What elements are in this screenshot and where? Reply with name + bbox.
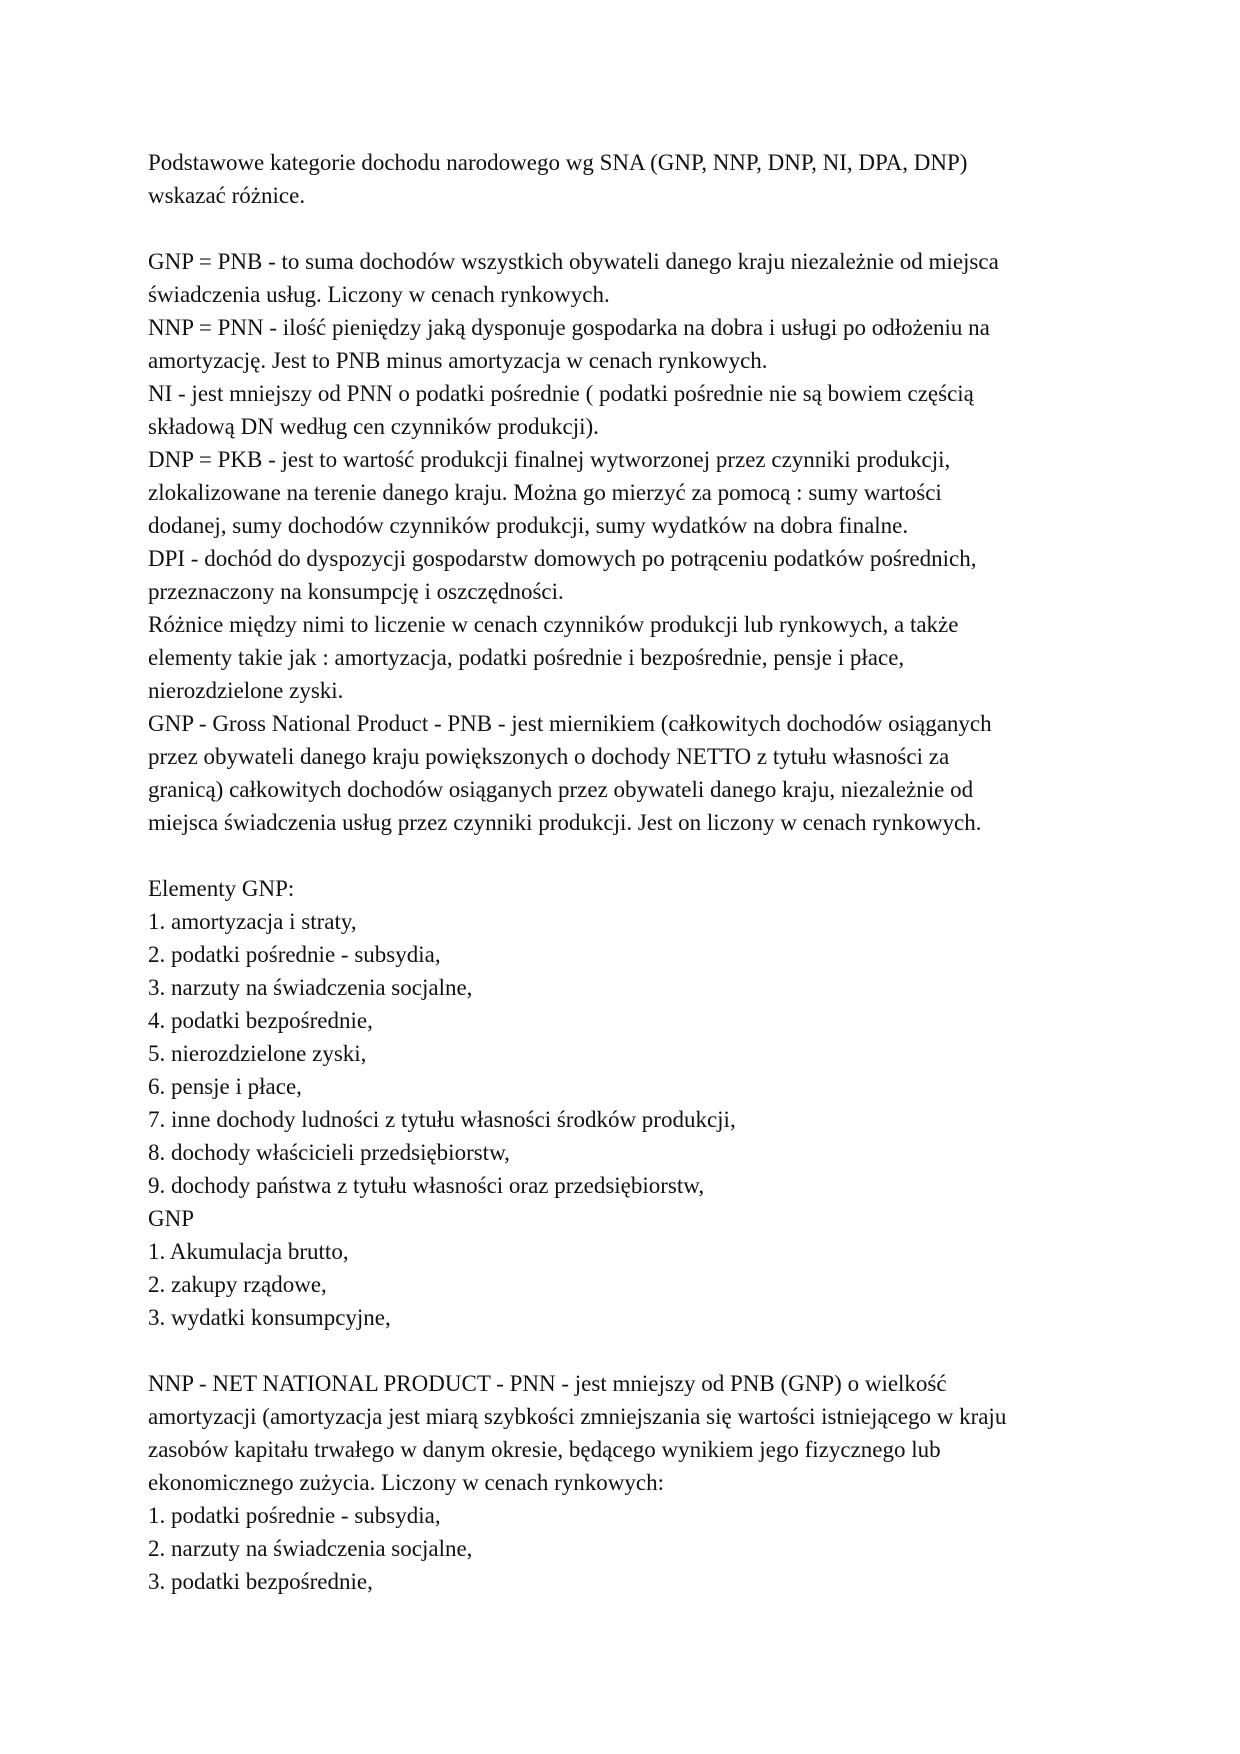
nnp-section (148, 1367, 1098, 1598)
paragraph-gap (148, 1334, 1098, 1367)
text-line: przeznaczony na konsumpcję i oszczędności. (148, 579, 564, 604)
definition-nnp (148, 311, 1098, 377)
text-line: NNP = PNN - ilość pieniędzy jaką dysponuje gospodarka na dobra i usługi po odłożeniu na (148, 315, 990, 340)
text-line: GNP - Gross National Product - PNB - jest miernikiem (całkowitych dochodów osiąganych (148, 711, 992, 736)
text-line: składową DN według cen czynników produkcji). (148, 414, 599, 439)
text-line: DPI - dochód do dyspozycji gospodarstw domowych po potrąceniu podatków pośrednich, (148, 546, 977, 571)
list-item: 3. narzuty na świadczenia socjalne, (148, 975, 473, 1000)
list-item: 8. dochody właścicieli przedsiębiorstw, (148, 1140, 510, 1165)
document-page (148, 146, 1098, 1598)
text-line: NI - jest mniejszy od PNN o podatki pośrednie ( podatki pośrednie nie są bowiem częścią (148, 381, 974, 406)
list-item: 1. amortyzacja i straty, (148, 909, 357, 934)
title-line: wskazać różnice. (148, 183, 306, 208)
text-line: GNP = PNB - to suma dochodów wszystkich obywateli danego kraju niezależnie od miejsca (148, 249, 999, 274)
text-line: DNP = PKB - jest to wartość produkcji finalnej wytworzonej przez czynniki produkcji, (148, 447, 951, 472)
text-line: amortyzacji (amortyzacja jest miarą szybkości zmniejszania się wartości istniejącego w kraju (148, 1404, 1007, 1429)
gnp-elements-list (148, 872, 1098, 1202)
text-line: dodanej, sumy dochodów czynników produkcji, sumy wydatków na dobra finalne. (148, 513, 909, 538)
list-item: 2. zakupy rządowe, (148, 1272, 327, 1297)
text-line: amortyzację. Jest to PNB minus amortyzacja w cenach rynkowych. (148, 348, 768, 373)
paragraph-gap (148, 839, 1098, 872)
definition-dnp (148, 443, 1098, 542)
definition-gnp-full (148, 707, 1098, 839)
text-line: świadczenia usług. Liczony w cenach rynkowych. (148, 282, 610, 307)
text-line: przez obywateli danego kraju powiększonych o dochody NETTO z tytułu własności za (148, 744, 950, 769)
definition-ni (148, 377, 1098, 443)
list-item: 1. podatki pośrednie - subsydia, (148, 1503, 441, 1528)
list-item: 3. wydatki konsumpcyjne, (148, 1305, 391, 1330)
text-line: ekonomicznego zużycia. Liczony w cenach rynkowych: (148, 1470, 665, 1495)
gnp-expenditure-list (148, 1202, 1098, 1334)
text-line: NNP - NET NATIONAL PRODUCT - PNN - jest mniejszy od PNB (GNP) o wielkość (148, 1371, 947, 1396)
list-item: 1. Akumulacja brutto, (148, 1239, 349, 1264)
list-item: 4. podatki bezpośrednie, (148, 1008, 373, 1033)
text-line: elementy takie jak : amortyzacja, podatki pośrednie i bezpośrednie, pensje i płace, (148, 645, 905, 670)
list-heading: GNP (148, 1206, 195, 1231)
text-line: granicą) całkowitych dochodów osiąganych przez obywateli danego kraju, niezależnie od (148, 777, 974, 802)
definition-dpi (148, 542, 1098, 608)
list-item: 9. dochody państwa z tytułu własności oraz przedsiębiorstw, (148, 1173, 705, 1198)
list-item: 5. nierozdzielone zyski, (148, 1041, 367, 1066)
text-line: nierozdzielone zyski. (148, 678, 344, 703)
text-line: Różnice między nimi to liczenie w cenach czynników produkcji lub rynkowych, a także (148, 612, 959, 637)
text-line: zasobów kapitału trwałego w danym okresie, będącego wynikiem jego fizycznego lub (148, 1437, 941, 1462)
text-line: miejsca świadczenia usług przez czynniki produkcji. Jest on liczony w cenach rynkowych. (148, 810, 982, 835)
list-item: 7. inne dochody ludności z tytułu własności środków produkcji, (148, 1107, 736, 1132)
title-line: Podstawowe kategorie dochodu narodowego wg SNA (GNP, NNP, DNP, NI, DPA, DNP) (148, 150, 968, 175)
list-item: 2. narzuty na świadczenia socjalne, (148, 1536, 473, 1561)
list-item: 3. podatki bezpośrednie, (148, 1569, 373, 1594)
paragraph-gap (148, 212, 1098, 245)
list-heading: Elementy GNP: (148, 876, 295, 901)
document-title (148, 146, 1098, 212)
definition-gnp (148, 245, 1098, 311)
differences-paragraph (148, 608, 1098, 707)
list-item: 2. podatki pośrednie - subsydia, (148, 942, 441, 967)
list-item: 6. pensje i płace, (148, 1074, 302, 1099)
text-line: zlokalizowane na terenie danego kraju. Można go mierzyć za pomocą : sumy wartości (148, 480, 942, 505)
